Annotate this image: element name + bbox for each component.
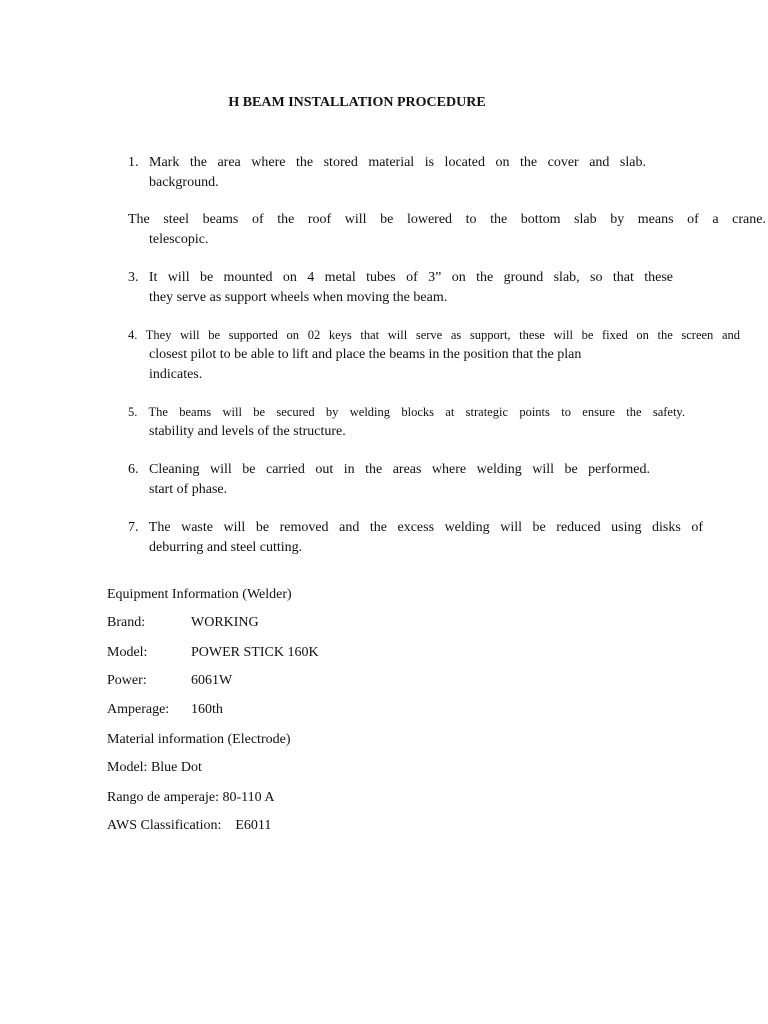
step-2-line-2: telescopic. bbox=[149, 232, 209, 247]
step-1 bbox=[128, 153, 646, 193]
amperage-label: Amperage: bbox=[107, 702, 170, 717]
brand-value: WORKING bbox=[191, 615, 259, 630]
equipment-heading: Equipment Information (Welder) bbox=[107, 587, 292, 602]
aws-label: AWS Classification: bbox=[107, 818, 222, 833]
step-1-line-2: background. bbox=[149, 175, 219, 190]
step-4 bbox=[128, 325, 740, 385]
step-4-line-2: closest pilot to be able to lift and place the beams in the position that the plan bbox=[149, 347, 582, 362]
material-aws-row bbox=[107, 817, 271, 835]
step-4-line-3: indicates. bbox=[149, 367, 203, 382]
step-1-line-1: 1. Mark the area where the stored material is located on the cover and slab. bbox=[128, 155, 646, 170]
aws-value: E6011 bbox=[235, 818, 272, 833]
document-title: H BEAM INSTALLATION PROCEDURE bbox=[228, 95, 486, 110]
model-value: POWER STICK 160K bbox=[191, 645, 319, 660]
step-3-line-1: 3. It will be mounted on 4 metal tubes of 3” on the ground slab, so that these bbox=[128, 270, 673, 285]
equipment-brand-row bbox=[107, 614, 259, 632]
brand-label: Brand: bbox=[107, 615, 146, 630]
step-3-line-2: they serve as support wheels when moving the beam. bbox=[149, 290, 448, 305]
amperage-value: 160th bbox=[191, 702, 223, 717]
step-5-line-2: stability and levels of the structure. bbox=[149, 424, 346, 439]
model-label: Model: bbox=[107, 645, 148, 660]
step-6-line-1: 6. Cleaning will be carried out in the areas where welding will be performed. bbox=[128, 462, 650, 477]
equipment-model-row bbox=[107, 644, 319, 662]
step-2 bbox=[128, 210, 766, 250]
step-6-line-2: start of phase. bbox=[149, 482, 228, 497]
equipment-amperage-row bbox=[107, 701, 223, 719]
step-7-line-1: 7. The waste will be removed and the excess welding will be reduced using disks of bbox=[128, 520, 703, 535]
equipment-power-row bbox=[107, 672, 232, 690]
power-label: Power: bbox=[107, 673, 147, 688]
step-7 bbox=[128, 518, 703, 558]
step-5-line-1: 5. The beams will be secured by welding blocks at strategic points to ensure the safety. bbox=[128, 405, 685, 419]
power-value: 6061W bbox=[191, 673, 233, 688]
step-6 bbox=[128, 460, 650, 500]
step-3 bbox=[128, 268, 673, 308]
step-5 bbox=[128, 402, 685, 442]
material-heading: Material information (Electrode) bbox=[107, 732, 291, 747]
step-7-line-2: deburring and steel cutting. bbox=[149, 540, 303, 555]
step-4-line-1: 4. They will be supported on 02 keys that will serve as support, these will be fixed on the screen and bbox=[128, 328, 740, 342]
step-2-line-1: The steel beams of the roof will be lowered to the bottom slab by means of a crane. bbox=[128, 212, 766, 227]
material-model-line: Model: Blue Dot bbox=[107, 760, 202, 775]
material-amperage-range-line: Rango de amperaje: 80-110 A bbox=[107, 790, 275, 805]
